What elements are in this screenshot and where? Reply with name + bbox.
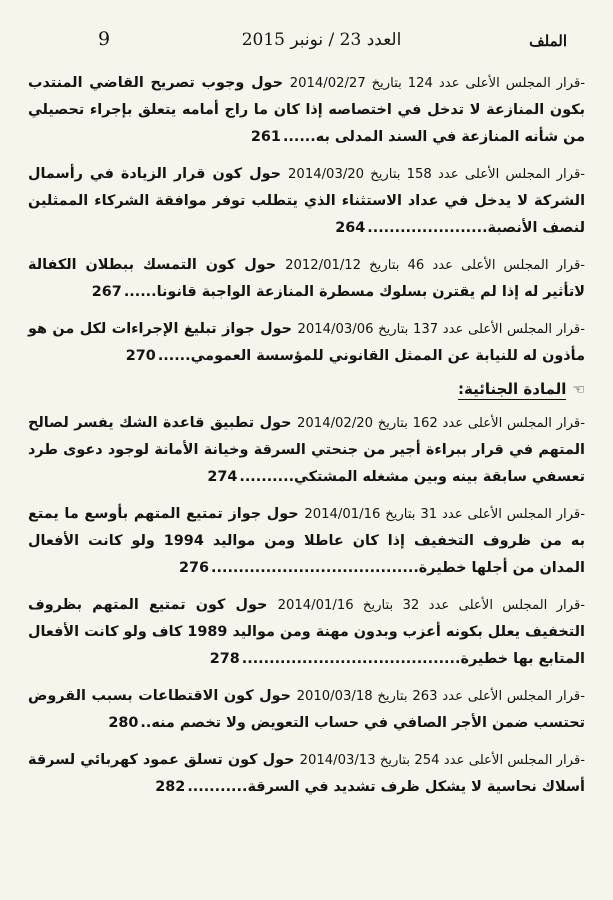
entry-page-number: 264	[335, 220, 366, 236]
page-header	[70, 28, 573, 58]
entry-decision-ref: -قرار المجلس الأعلى عدد 31 بتاريخ 2014/01/16	[304, 507, 585, 522]
entry-decision-ref: -قرار المجلس الأعلى عدد 124 بتاريخ 2014/02/27	[289, 76, 586, 91]
toc-entry	[28, 747, 585, 801]
entry-page-number: 274	[207, 469, 238, 485]
entry-leader-dots: ......................	[367, 220, 488, 236]
toc-entry	[28, 501, 585, 582]
entry-decision-ref: -قرار المجلس الأعلى عدد 46 بتاريخ 2012/01/12	[285, 258, 586, 273]
toc-entry	[28, 410, 585, 491]
entry-decision-ref: -قرار المجلس الأعلى عدد 32 بتاريخ 2014/01/16	[277, 598, 586, 613]
header-issue-info: العدد 23 / نونبر 2015	[241, 30, 402, 50]
toc-entry	[28, 592, 585, 673]
entry-leader-dots: ...........	[187, 779, 248, 795]
entry-page-number: 278	[209, 651, 240, 667]
toc-entry	[28, 252, 585, 306]
entry-text: حول جواز تبليغ الإجراءات لكل من هو مأذون له للنيابة عن الممثل القانوني للمؤسسة العمومي	[28, 321, 585, 364]
entry-leader-dots: ......	[123, 284, 157, 300]
toc-entry	[28, 70, 585, 151]
section-heading	[28, 380, 585, 402]
pointing-hand-icon: ☜	[572, 382, 585, 398]
entry-page-number: 267	[91, 284, 122, 300]
entry-page-number: 280	[108, 715, 139, 731]
toc-entry	[28, 161, 585, 242]
entry-text: حول كون تمتيع المتهم بظروف التخفيف يعلل بكونه أعزب وبدون مهنة ومن مواليد 1989 كاف ولو كانت الأفعال المتابع بها خطيرة	[27, 597, 585, 667]
entry-leader-dots: ......................................	[211, 560, 419, 576]
header-page-number: 9	[98, 28, 111, 50]
entry-leader-dots: ........................................	[241, 651, 461, 667]
entry-text: حول كون التمسك ببطلان الكفالة لاتأثير له إذا لم يقترن بسلوك مسطرة المنازعة الواجبة قانونا	[28, 257, 585, 300]
entry-leader-dots: ..	[140, 715, 152, 731]
entry-text: حول كون الاقتطاعات بسبب القروض تحتسب ضمن الأجر الصافي في حساب التعويض ولا تخصم منه	[28, 688, 585, 731]
entry-decision-ref: -قرار المجلس الأعلى عدد 254 بتاريخ 2014/03/13	[299, 753, 586, 768]
entry-page-number: 261	[250, 129, 281, 145]
entry-page-number: 282	[155, 779, 186, 795]
entry-decision-ref: -قرار المجلس الأعلى عدد 137 بتاريخ 2014/03/06	[297, 322, 585, 337]
entry-page-number: 270	[125, 348, 156, 364]
entry-text: حول جواز تمتيع المتهم بأوسع ما يمتع به من ظروف التخفيف إذا كان عاطلا ومن مواليد 1994 ولو كانت الأفعال المدان من أجلها خطيرة	[28, 506, 585, 576]
entry-leader-dots: ..........	[239, 469, 295, 485]
entry-page-number: 276	[179, 560, 210, 576]
entry-text: حول وجوب تصريح القاضي المنتدب بكون المنازعة لا تدخل في اختصاصه إذا كان ما راج أمامه يتعلق بإجراء تحصيلي من شأنه المنازعة في السند المدلى به	[28, 75, 585, 145]
entry-text: حول كون تسلق عمود كهربائي لسرقة أسلاك نحاسية لا يشكل ظرف تشديد في السرقة	[28, 752, 585, 795]
table-of-contents	[28, 70, 585, 811]
section-title: المادة الجنائية:	[458, 380, 567, 398]
entry-leader-dots: ......	[282, 129, 316, 145]
entry-decision-ref: -قرار المجلس الأعلى عدد 162 بتاريخ 2014/02/20	[297, 416, 585, 431]
toc-entry	[28, 316, 585, 370]
entry-text: حول كون قرار الزيادة في رأسمال الشركة لا يدخل في عداد الاستثناء الذي يتطلب توفر موافقة الشركاء الممثلين لنصف الأنصبة	[28, 166, 585, 236]
entry-decision-ref: -قرار المجلس الأعلى عدد 158 بتاريخ 2014/03/20	[288, 167, 586, 182]
entry-decision-ref: -قرار المجلس الأعلى عدد 263 بتاريخ 2010/03/18	[296, 689, 585, 704]
toc-entry	[28, 683, 585, 737]
entry-text: حول تطبيق قاعدة الشك يفسر لصالح المتهم في قرار ببراءة أجير من جنحتي السرقة وخيانة الأمانة لوجود دعوى طرد تعسفي سابقة بينه وبين مشغله المشتكي	[28, 415, 585, 485]
header-section-title: الملف	[529, 32, 567, 50]
entry-leader-dots: ......	[157, 348, 191, 364]
